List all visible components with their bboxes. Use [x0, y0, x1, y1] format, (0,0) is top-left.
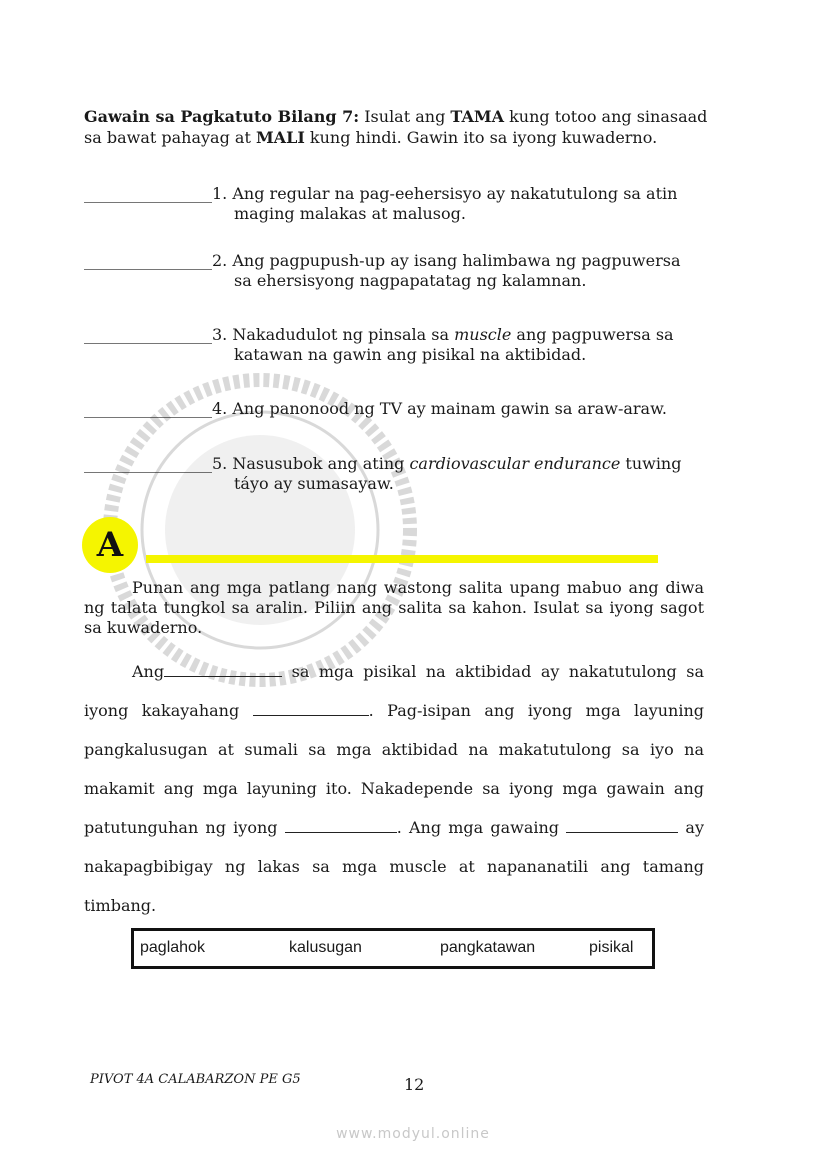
instr-text-2: kung totoo ang sinasaad sa bawat pahayag at [84, 107, 708, 147]
answer-blank: ________________ [84, 325, 212, 344]
section-divider [146, 555, 658, 563]
word-choice: paglahok [140, 939, 205, 956]
item-text: 4. Ang panonood ng TV ay mainam gawin sa araw-araw. [212, 399, 667, 418]
list-item [84, 251, 724, 291]
word-choice: kalusugan [289, 939, 362, 956]
item-text: 5. Nasusubok ang ating [212, 454, 410, 473]
item-text-continued: katawan na gawin ang pisikal na aktibidad. [234, 345, 587, 364]
italic-term: cardiovascular endurance [409, 454, 621, 473]
footer-label: PIVOT 4A CALABARZON PE G5 [90, 1072, 301, 1087]
fill-blank [164, 662, 282, 677]
answer-blank: ________________ [84, 399, 212, 418]
para-text: ay nakapagbibigay ng lakas sa mga muscle at napananatili ang tamang timbang. [84, 818, 704, 915]
activity-title: Gawain sa Pagkatuto Bilang 7: [84, 107, 360, 126]
word-bank-box [131, 928, 655, 969]
item-text-continued: táyo ay sumasayaw. [234, 474, 394, 493]
instructions [84, 106, 724, 148]
section-badge [82, 517, 138, 573]
list-item [84, 454, 724, 494]
tama-word: TAMA [450, 107, 504, 126]
para-text: sa mga pisikal na aktibidad ay nakatutulong sa iyong kakayahang [84, 662, 704, 720]
item-text-continued: maging malakas at malusog. [234, 204, 466, 223]
section-letter: A [96, 525, 124, 565]
list-item [84, 325, 724, 365]
fill-blank [566, 818, 678, 833]
item-text: 1. Ang regular na pag-eehersisyo ay nakatutulong sa atin [212, 184, 678, 203]
directions-paragraph [84, 578, 704, 638]
item-text: ang pagpuwersa sa [511, 325, 674, 344]
para-text: . Ang mga gawaing [396, 818, 560, 837]
fill-in-paragraph [84, 652, 704, 925]
answer-blank: ________________ [84, 251, 212, 270]
word-choice: pangkatawan [440, 939, 536, 956]
para-text: Ang [132, 662, 165, 681]
item-text: 3. Nakadudulot ng pinsala sa [212, 325, 455, 344]
fill-blank [253, 701, 369, 716]
item-text: tuwing [620, 454, 682, 473]
answer-blank: ________________ [84, 454, 212, 473]
instr-text-1: Isulat ang [359, 107, 451, 126]
instr-text-3: kung hindi. Gawin ito sa iyong kuwaderno. [304, 128, 658, 147]
para-text: . Pag-isipan ang iyong mga layuning pangkalusugan at sumali sa mga aktibidad na makatutulong sa iyo na makamit ang mga layuning ito. Nakadepende sa iyong mga gawain ang patutunguhan ng iyong [84, 701, 705, 837]
word-choice: pisikal [589, 939, 634, 956]
directions-text: Punan ang mga patlang nang wastong salita upang mabuo ang diwa ng talata tungkol sa aralin. Piliin ang salita sa kahon. Isulat sa iyong sagot sa kuwaderno. [84, 578, 704, 637]
fill-blank [285, 818, 397, 833]
item-text: 2. Ang pagpupush-up ay isang halimbawa ng pagpuwersa [212, 251, 681, 270]
italic-term: muscle [454, 325, 512, 344]
page-number: 12 [404, 1075, 425, 1094]
list-item [84, 399, 724, 419]
mali-word: MALI [255, 128, 305, 147]
item-text-continued: sa ehersisyong nagpapatatag ng kalamnan. [234, 271, 587, 290]
answer-blank: ________________ [84, 184, 212, 203]
site-watermark: www.modyul.online [336, 1126, 490, 1142]
list-item [84, 184, 724, 224]
